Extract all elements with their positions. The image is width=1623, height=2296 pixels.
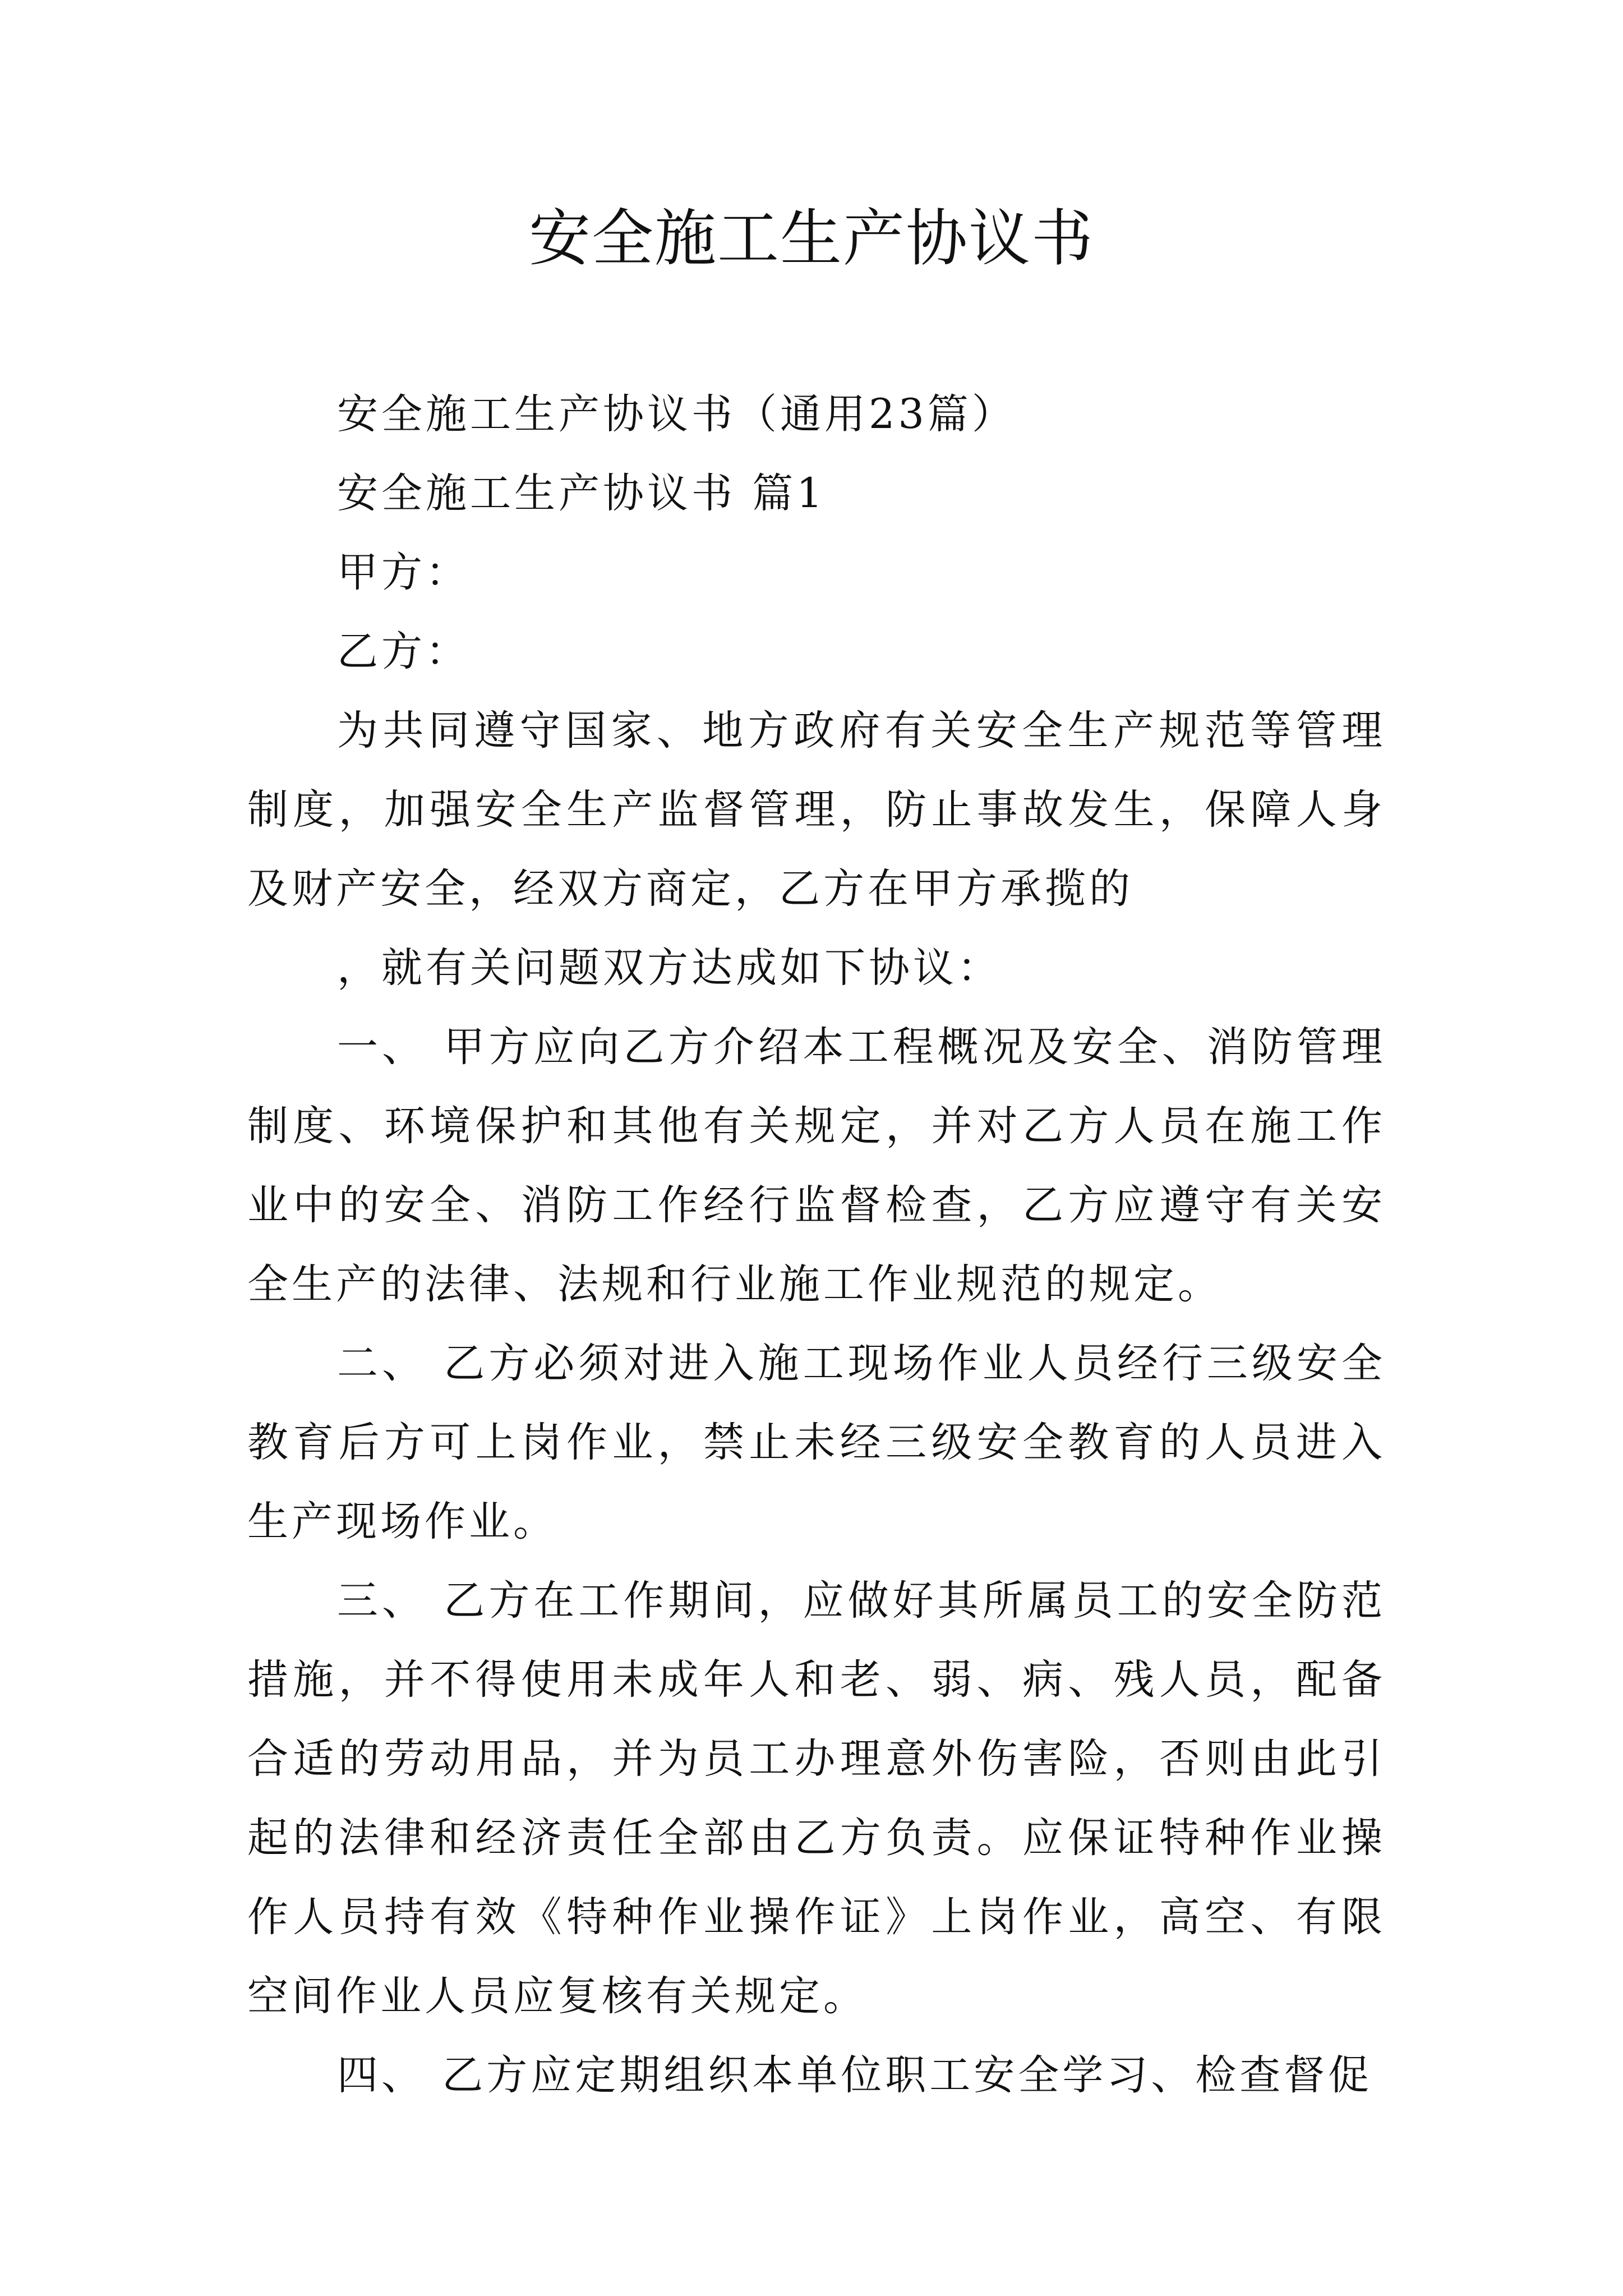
section-heading: 安全施工生产协议书 篇1 [337, 470, 826, 517]
document-title: 安全施工生产协议书 [529, 203, 1094, 274]
party-a-label: 甲方： [337, 549, 470, 596]
subtitle-paragraph: 安全施工生产协议书（通用23篇） [337, 390, 1016, 438]
document-body [247, 375, 1386, 2115]
preamble-paragraph: 为共同遵守国家、地方政府有关安全生产规范等管理制度，加强安全生产监督管理，防止事故发生，保障人身及财产安全，经双方商定，乙方在甲方承揽的 [247, 707, 1386, 913]
clause-2: 二、 乙方必须对进入施工现场作业人员经行三级安全教育后方可上岗作业，禁止未经三级安全教育的人员进入生产现场作业。 [247, 1340, 1386, 1545]
clause-3: 三、 乙方在工作期间，应做好其所属员工的安全防范措施，并不得使用未成年人和老、弱、病、残人员，配备合适的劳动用品，并为员工办理意外伤害险，否则由此引起的法律和经济责任全部由乙方负责。应保证特种作业操作人员持有效《特种作业操作证》上岗作业，高空、有限空间作业人员应复核有关规定。 [247, 1577, 1386, 2020]
agreement-intro: ，就有关问题双方达成如下协议： [337, 944, 1002, 992]
clause-1: 一、 甲方应向乙方介绍本工程概况及安全、消防管理制度、环境保护和其他有关规定，并对乙方人员在施工作业中的安全、消防工作经行监督检查，乙方应遵守有关安全生产的法律、法规和行业施工作业规范的规定。 [247, 1023, 1386, 1308]
clause-4: 四、 乙方应定期组织本单位职工安全学习、检查督促 [337, 2051, 1373, 2099]
party-b-label: 乙方： [337, 628, 470, 675]
